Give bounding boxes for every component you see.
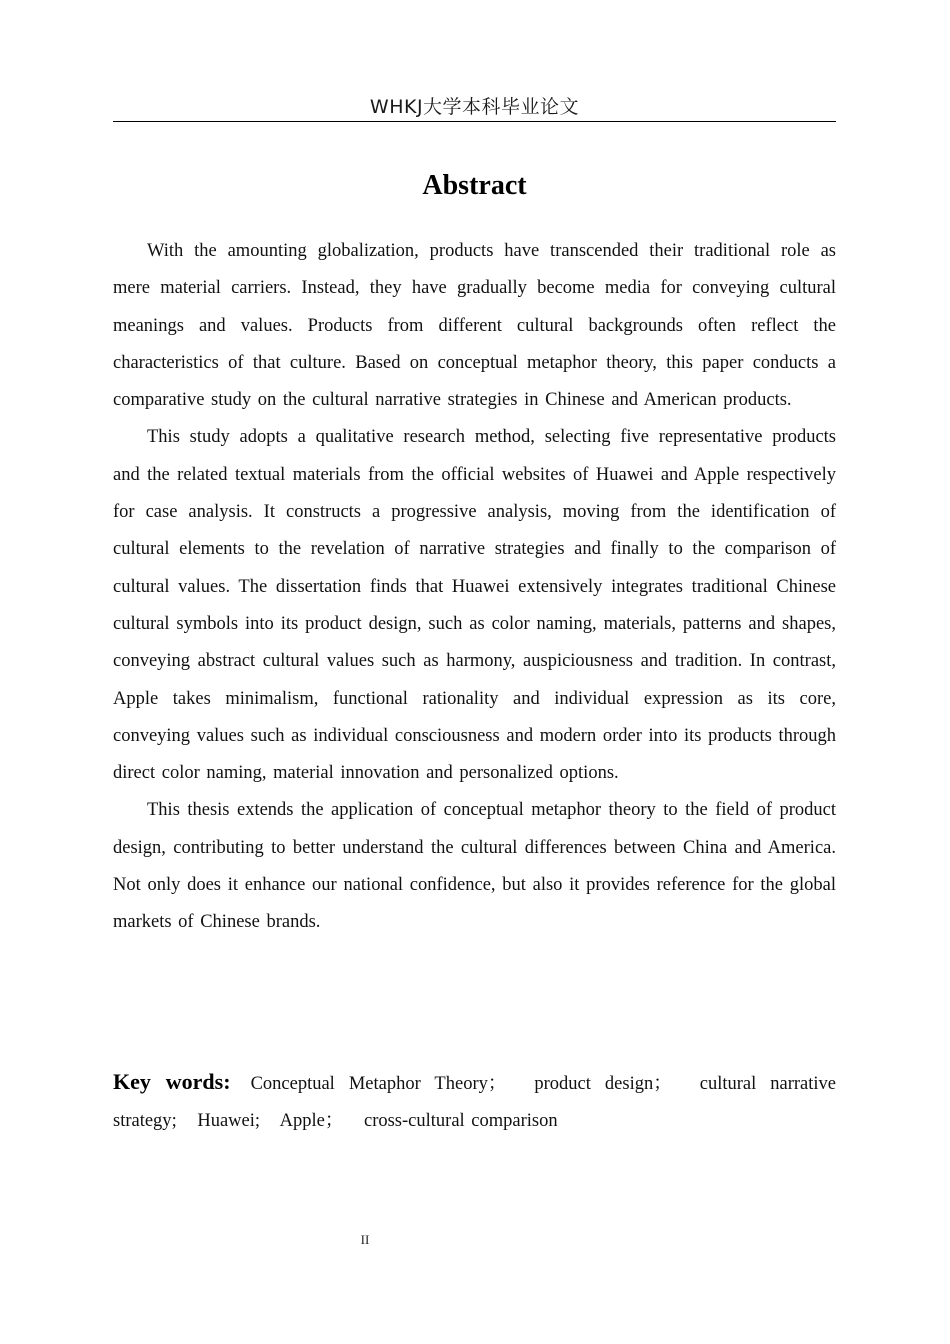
keywords-label: Key words:	[113, 1069, 231, 1094]
abstract-body	[113, 233, 836, 942]
abstract-paragraph: This study adopts a qualitative research method, selecting five representative products and the related textual materials from the official websites of Huawei and Apple respectively for case analysis. It constructs a progressive analysis, moving from the identification of cultural elements to the revelation of narrative strategies and finally to the comparison of cultural values. The dissertation finds that Huawei extensively integrates traditional Chinese cultural symbols into its product design, such as color naming, materials, patterns and shapes, conveying abstract cultural values such as harmony, auspiciousness and tradition. In contrast, Apple takes minimalism, functional rationality and individual expression as its core, conveying values such as individual consciousness and modern order into its products through direct color naming, material innovation and personalized options.	[113, 427, 836, 784]
abstract-title: Abstract	[422, 170, 527, 201]
page-number: II	[360, 1232, 370, 1247]
running-header: WHKJ大学本科毕业论文	[369, 96, 580, 118]
keyword: Conceptual Metaphor Theory；	[250, 1074, 507, 1094]
header-rule	[113, 121, 836, 122]
keyword: cross-cultural comparison	[363, 1111, 558, 1132]
abstract-paragraph: This thesis extends the application of conceptual metaphor theory to the field of product design, contributing to better understand the cultural differences between China and America. Not only does it enhance our national confidence, but also it provides reference for the global markets of Chinese brands.	[113, 800, 836, 933]
keyword: product design；	[534, 1074, 672, 1094]
abstract-paragraph: With the amounting globalization, products have transcended their traditional role as mere material carriers. Instead, they have gradually become media for conveying cultural meanings and values. Products from different cultural backgrounds often reflect the characteristics of that culture. Based on conceptual metaphor theory, this paper conducts a comparative study on the cultural narrative strategies in Chinese and American products.	[113, 241, 836, 411]
keyword: Apple；	[279, 1111, 344, 1132]
keyword: Huawei;	[197, 1111, 261, 1132]
keywords-line	[113, 1063, 836, 1141]
keyword: cultural narrative strategy;	[113, 1074, 837, 1132]
